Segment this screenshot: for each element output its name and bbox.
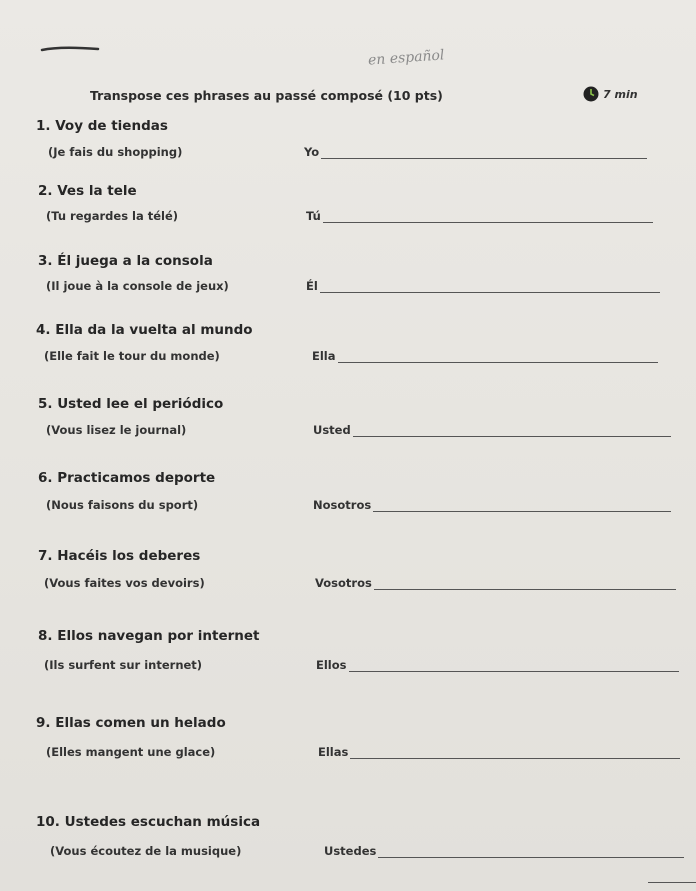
french-translation: (Vous écoutez de la musique) bbox=[50, 844, 242, 858]
time-limit-label: 7 min bbox=[603, 87, 638, 101]
handwritten-note: en español bbox=[367, 47, 445, 69]
spanish-sentence: 8. Ellos navegan por internet bbox=[38, 628, 260, 644]
answer-line[interactable] bbox=[304, 145, 647, 159]
spanish-sentence: 2. Ves la tele bbox=[38, 183, 137, 199]
answer-subject: Tú bbox=[306, 209, 321, 223]
spanish-sentence: 5. Usted lee el periódico bbox=[38, 396, 224, 412]
time-limit bbox=[583, 86, 638, 102]
spanish-sentence: 10. Ustedes escuchan música bbox=[36, 814, 261, 830]
answer-subject: Ellos bbox=[316, 658, 347, 672]
answer-line[interactable] bbox=[318, 745, 680, 759]
answer-line[interactable] bbox=[315, 576, 676, 590]
divider-line bbox=[648, 882, 696, 883]
spanish-sentence: 3. Él juega a la consola bbox=[38, 253, 213, 269]
french-translation: (Elle fait le tour du monde) bbox=[44, 349, 220, 363]
answer-blank[interactable] bbox=[349, 661, 679, 672]
french-translation: (Vous faites vos devoirs) bbox=[44, 576, 205, 590]
answer-blank[interactable] bbox=[321, 148, 647, 159]
french-translation: (Il joue à la console de jeux) bbox=[46, 279, 229, 293]
pen-scribble-mark bbox=[40, 44, 100, 54]
french-translation: (Je fais du shopping) bbox=[48, 145, 183, 159]
spanish-sentence: 1. Voy de tiendas bbox=[36, 118, 168, 134]
french-translation: (Vous lisez le journal) bbox=[46, 423, 187, 437]
french-translation: (Ils surfent sur internet) bbox=[44, 658, 203, 672]
answer-blank[interactable] bbox=[353, 426, 671, 437]
spanish-sentence: 9. Ellas comen un helado bbox=[36, 715, 226, 731]
answer-line[interactable] bbox=[306, 209, 653, 223]
spanish-sentence: 7. Hacéis los deberes bbox=[38, 548, 201, 564]
answer-subject: Usted bbox=[313, 423, 351, 437]
clock-icon bbox=[583, 86, 599, 102]
answer-blank[interactable] bbox=[373, 501, 671, 512]
french-translation: (Nous faisons du sport) bbox=[46, 498, 199, 512]
answer-line[interactable] bbox=[324, 844, 684, 858]
answer-blank[interactable] bbox=[378, 847, 684, 858]
french-translation: (Elles mangent une glace) bbox=[46, 745, 216, 759]
answer-subject: Yo bbox=[304, 145, 320, 159]
answer-blank[interactable] bbox=[350, 748, 680, 759]
answer-blank[interactable] bbox=[338, 352, 658, 363]
answer-blank[interactable] bbox=[323, 212, 653, 223]
answer-line[interactable] bbox=[316, 658, 679, 672]
answer-line[interactable] bbox=[312, 349, 658, 363]
answer-blank[interactable] bbox=[374, 579, 676, 590]
answer-subject: Nosotros bbox=[313, 498, 372, 512]
answer-line[interactable] bbox=[313, 498, 671, 512]
french-translation: (Tu regardes la télé) bbox=[46, 209, 179, 223]
answer-line[interactable] bbox=[313, 423, 671, 437]
answer-line[interactable] bbox=[306, 279, 660, 293]
spanish-sentence: 4. Ella da la vuelta al mundo bbox=[36, 322, 253, 338]
answer-blank[interactable] bbox=[320, 282, 660, 293]
answer-subject: Ellas bbox=[318, 745, 349, 759]
answer-subject: Ustedes bbox=[324, 844, 377, 858]
answer-subject: Él bbox=[306, 279, 318, 293]
exercise-instruction: Transpose ces phrases au passé composé (10 pts) bbox=[90, 88, 443, 103]
answer-subject: Vosotros bbox=[315, 576, 372, 590]
spanish-sentence: 6. Practicamos deporte bbox=[38, 470, 216, 486]
answer-subject: Ella bbox=[312, 349, 336, 363]
